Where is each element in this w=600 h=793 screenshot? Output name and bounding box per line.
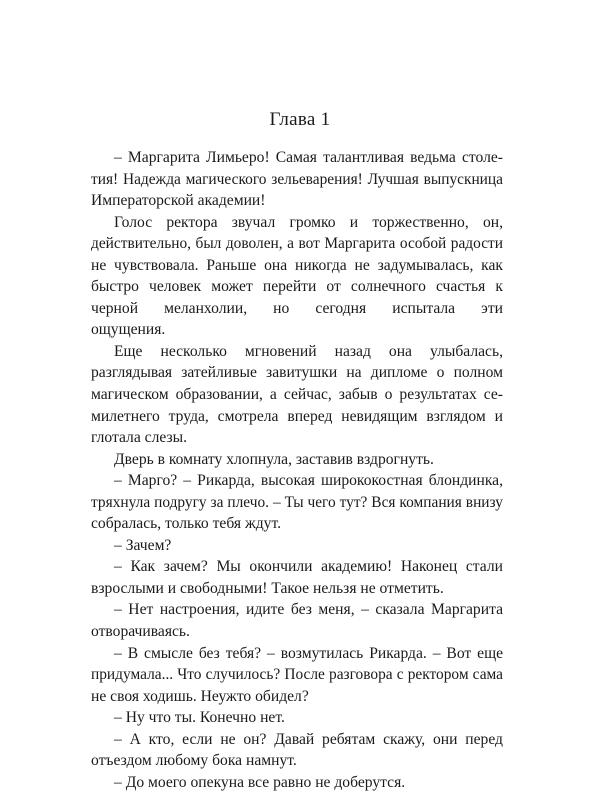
text-line: – Зачем? <box>114 536 172 554</box>
text-line: ощущения. <box>91 321 166 339</box>
chapter-body-text <box>91 147 503 793</box>
text-line: тряхнула подругу за плечо. – Ты чего тут? Вся компания внизу <box>91 493 503 511</box>
text-line: придумала... Что случилось? После разговора с ректором сама <box>91 666 503 684</box>
text-line: милетнего труда, смотрела вперед невидящим взглядом и <box>91 407 503 425</box>
text-line: не чувствовала. Раньше она никогда не задумывалась, как <box>91 256 503 274</box>
text-line: тия! Надежда магического зельеварения! Лучшая выпускница <box>91 170 503 188</box>
text-line: Императорской академии! <box>91 192 266 210</box>
text-line: глотала слезы. <box>91 429 187 447</box>
text-line: – Ну что ты. Конечно нет. <box>114 709 285 727</box>
text-line: магическом образовании, а сейчас, забыв о результатах се- <box>91 386 503 404</box>
text-line: черной меланхолии, но сегодня испытала эти <box>91 299 503 317</box>
text-line: Еще несколько мгновений назад она улыбалась, <box>114 342 503 360</box>
text-line: отъездом любому бока намнут. <box>91 752 297 770</box>
text-line: – Маргарита Лимьеро! Самая талантливая ведьма столе- <box>114 149 503 166</box>
text-line: разглядывая затейливые завитушки на дипломе о полном <box>91 364 503 382</box>
text-line: Дверь в комнату хлопнула, заставив вздрогнуть. <box>114 450 434 468</box>
chapter-title: Глава 1 <box>269 109 331 130</box>
text-line: Голос ректора звучал громко и торжественно, он, <box>114 213 503 231</box>
text-line: быстро человек может перейти от солнечного счастья к <box>91 278 503 296</box>
text-line: – А кто, если не он? Давай ребятам скажу, они перед <box>114 730 503 748</box>
text-line: действительно, был доволен, а вот Маргарита особой радости <box>91 235 503 253</box>
text-line: собралась, только тебя ждут. <box>91 515 282 533</box>
text-line: не своя ходишь. Неужто обидел? <box>91 687 309 705</box>
text-line: – Как зачем? Мы окончили академию! Наконец стали <box>114 558 503 576</box>
text-line: отворачиваясь. <box>91 623 190 641</box>
text-line: взрослыми и свободными! Такое нельзя не отметить. <box>91 579 444 597</box>
text-line: – До моего опекуна все равно не доберутся. <box>114 773 406 791</box>
text-line: – В смысле без тебя? – возмутилась Рикарда. – Вот еще <box>114 644 503 662</box>
text-line: – Марго? – Рикарда, высокая ширококостная блондинка, <box>114 472 503 490</box>
text-line: – Нет настроения, идите без меня, – сказала Маргарита <box>114 601 503 619</box>
